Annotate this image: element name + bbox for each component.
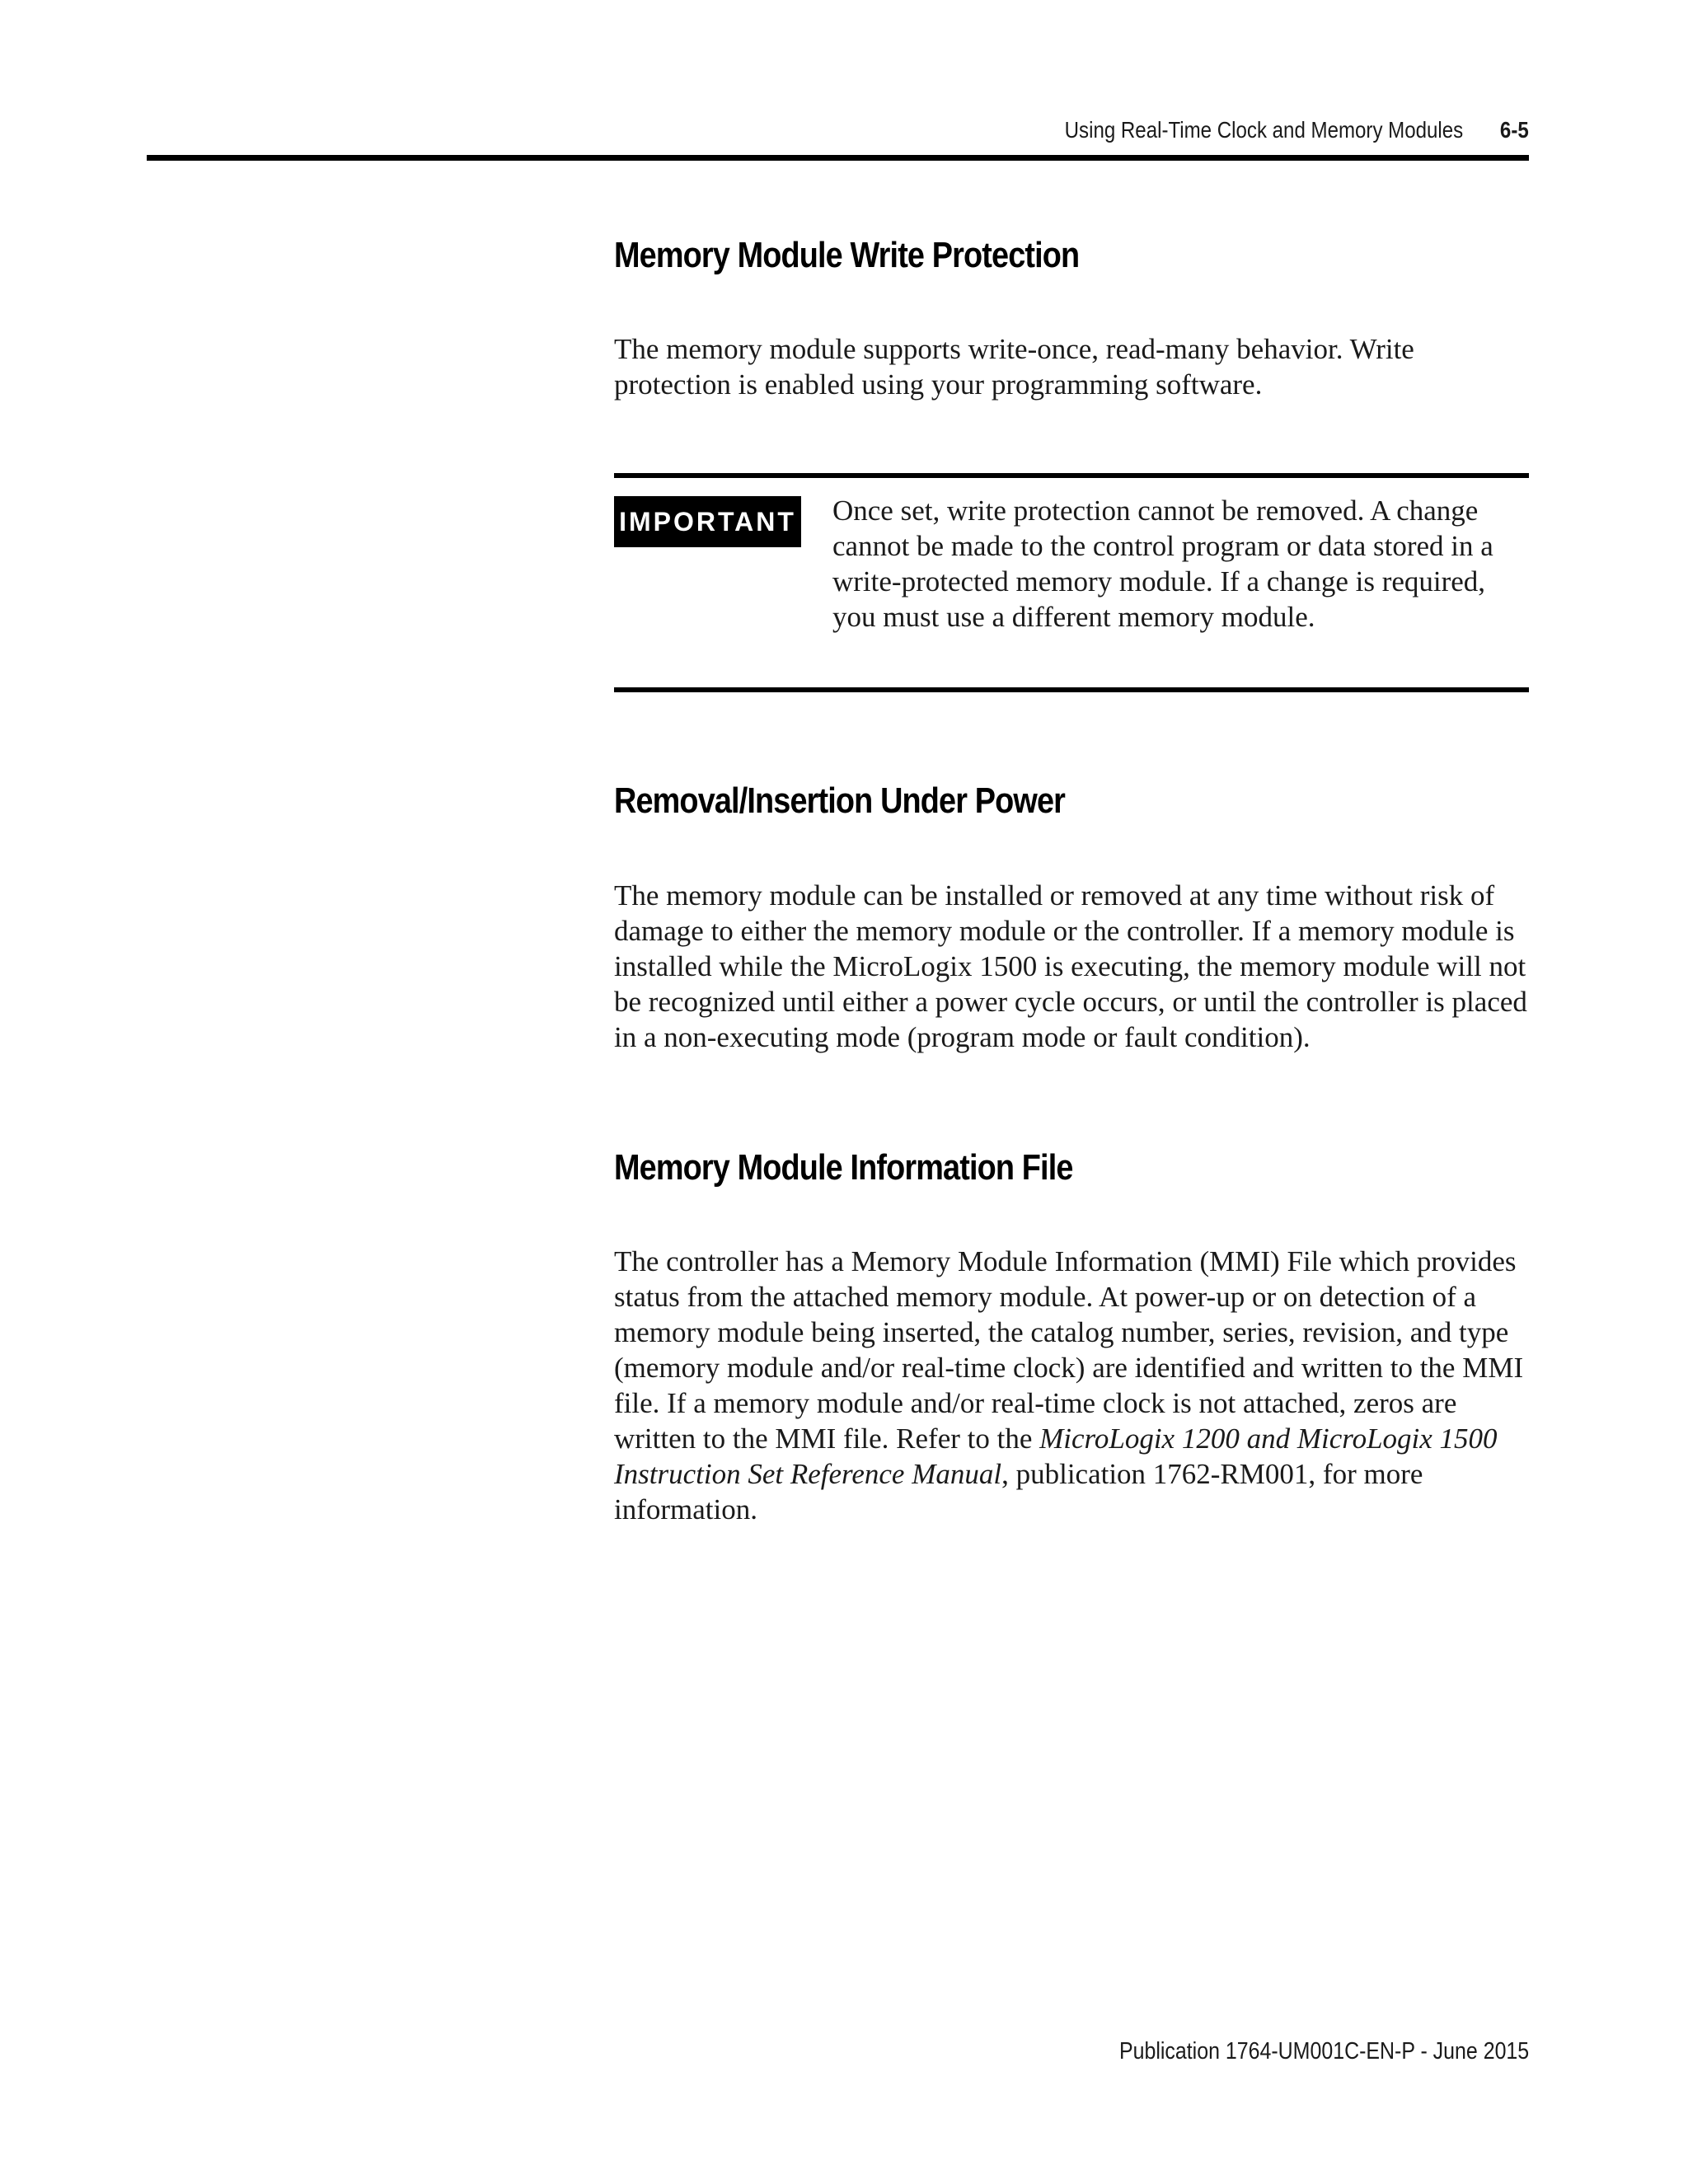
write-protection-body — [614, 331, 1529, 402]
section-information-file — [614, 1147, 1529, 1188]
reference-manual-title: MicroLogix 1200 and MicroLogix 1500 Instruction Set Reference Manual — [614, 1422, 1498, 1490]
important-bottom-rule — [614, 687, 1529, 692]
removal-insertion-body — [614, 878, 1529, 1055]
important-label: IMPORTANT — [614, 496, 801, 547]
chapter-title: Using Real-Time Clock and Memory Modules — [1064, 117, 1464, 143]
removal-insertion-paragraph: The memory module can be installed or removed at any time without risk of damage to either the memory module or the controller. If a memory module is installed while the MicroLogix 1500 is executing, the memory module will not be recognized until either a power cycle occurs, or until the controller is placed in a non-executing mode (program mode or fault condition). — [614, 879, 1527, 1053]
section-title-removal-insertion: Removal/Insertion Under Power — [614, 780, 1066, 821]
information-file-paragraph — [614, 1244, 1529, 1527]
publication-footer: Publication 1764-UM001C-EN-P - June 2015 — [1118, 2038, 1529, 2064]
important-text: Once set, write protection cannot be removed. A change cannot be made to the control program or data stored in a write-protected memory module. If a change is required, you must use a different memory module. — [832, 494, 1493, 633]
information-file-text-end: , publication 1762-RM001, for more information. — [614, 1458, 1423, 1526]
page-number: 6-5 — [1500, 117, 1529, 143]
running-head — [1065, 117, 1529, 143]
information-file-text-start: The controller has a Memory Module Information (MMI) File which provides status from the attached memory module. At power-up or on detection of a memory module being inserted, the catalog number, series, revision, and type (memory module and/or real-time clock) are identified and written to the MMI file. If a memory module and/or real-time clock is not attached, zeros are written to the MMI file. Refer to the — [614, 1245, 1524, 1455]
write-protection-paragraph: The memory module supports write-once, read-many behavior. Write protection is enabled using your programming software. — [614, 333, 1414, 401]
section-removal-insertion — [614, 780, 1529, 822]
section-title-information-file: Memory Module Information File — [614, 1147, 1073, 1188]
section-write-protection — [614, 235, 1529, 276]
information-file-body — [614, 1244, 1529, 1527]
section-title-write-protection: Memory Module Write Protection — [614, 235, 1080, 275]
important-top-rule — [614, 473, 1529, 478]
important-note — [832, 493, 1508, 635]
header-rule — [147, 155, 1529, 161]
